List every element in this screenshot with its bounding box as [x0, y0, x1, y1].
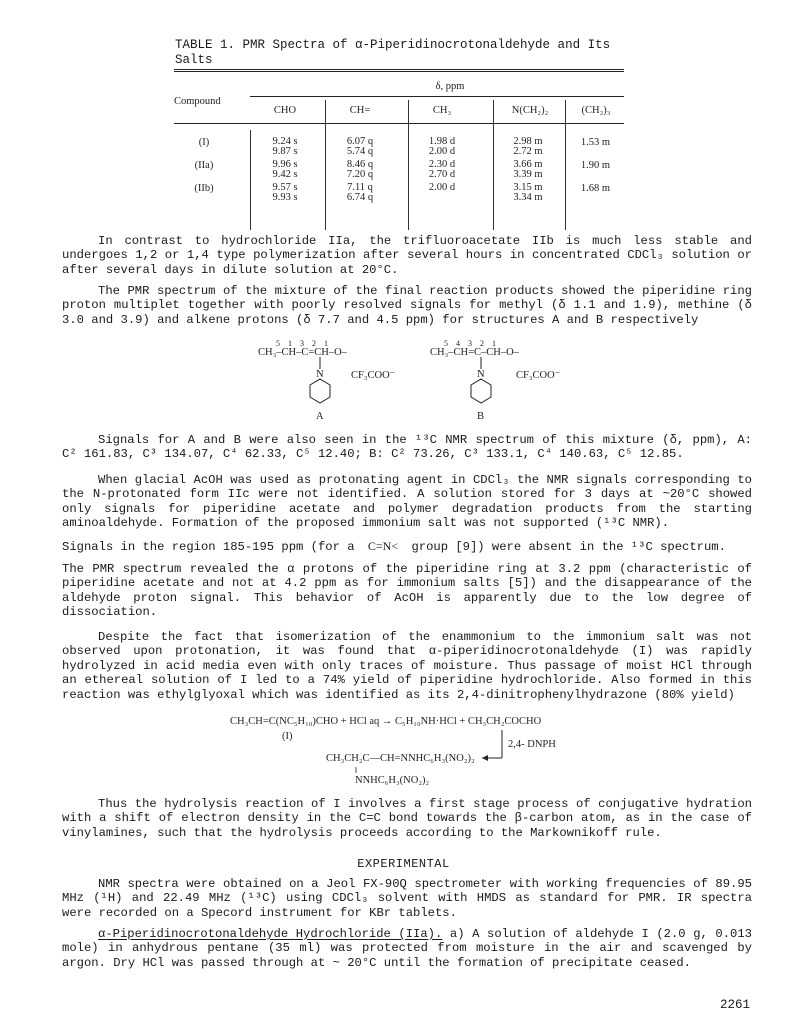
- row2-ch3-b: 2.70 d: [428, 169, 456, 180]
- row1-cho-a: 9.24 s: [272, 136, 298, 147]
- structure-b-label: B: [477, 411, 485, 422]
- row2-cho-b: 9.42 s: [272, 169, 298, 180]
- table-caption: [175, 38, 635, 68]
- row1-ch3-b: 2.00 d: [428, 146, 456, 157]
- paragraph-1: [62, 234, 752, 277]
- structure-b-anion: CF₃COO⁻: [516, 370, 561, 381]
- scheme-line-1: CH₃CH=C(NC₅H₁₀)CHO + HCl aq → C₅H₁₀NH·HCl + CH₃CH₂COCHO: [230, 716, 542, 727]
- paragraph-4-text-a: When glacial AcOH was used as protonating agent in CDCl₃ the NMR signals corresponding to the N-protonated form IIc were not identified. A solution stored for 3 days at ~20°C showed only signals for piperidine acetate and polymer degradation products from the starting aminoaldehyde. Formation of the proposed immonium salt was not supported (¹³C NMR).: [62, 473, 752, 531]
- vrule-3: [493, 100, 494, 230]
- vrule-0: [250, 130, 251, 230]
- row3-ch-b: 6.74 q: [346, 192, 374, 203]
- row1-ch-a: 6.07 q: [346, 136, 374, 147]
- row3-nch2-a: 3.15 m: [513, 182, 543, 193]
- row1-nch2-b: 2.72 m: [513, 146, 543, 157]
- paragraph-2-text: The PMR spectrum of the mixture of the final reaction products showed the piperidine ring proton multiplet together with poorly resolved signals for methyl (δ 1.1 and 1.9), methine (δ 3.0 and 3.9) and alkene protons (δ 7.7 and 4.5 ppm) for structures A and B respectively: [62, 284, 752, 327]
- row2-ch-b: 7.20 q: [346, 169, 374, 180]
- vrule-1: [325, 100, 326, 230]
- paragraph-5-text: Despite the fact that isomerization of the enammonium to the immonium salt was not observed upon protonation, it was found that α-piperidinocrotonaldehyde (I) was rapidly hydrolyzed in acid media even with only traces of moisture. Thus passage of moist HCl through an ethereal solution of I led to a 74% yield of piperidine hydrochloride. Also formed in this reaction was ethylglyoxal which was identified as its 2,4-dinitrophenylhydrazone (80% yield): [62, 630, 752, 702]
- section-heading-experimental: EXPERIMENTAL: [357, 857, 450, 871]
- paragraph-7: [62, 877, 752, 920]
- delta-header: δ, ppm: [435, 81, 465, 92]
- paragraph-2: [62, 284, 752, 327]
- row3-cho-a: 9.57 s: [272, 182, 298, 193]
- row1-cho-b: 9.87 s: [272, 146, 298, 157]
- col-ch3: CH₃: [432, 105, 452, 116]
- paragraph-8: [62, 927, 752, 970]
- row2-ch-a: 8.46 q: [346, 159, 374, 170]
- scheme-reagent: 2,4- DNPH: [508, 739, 556, 750]
- table-top-rule-2: [174, 71, 624, 72]
- scheme-arrow: [480, 728, 510, 764]
- col-ch2: (CH₂)₃: [581, 105, 611, 116]
- row2-ch3-a: 2.30 d: [428, 159, 456, 170]
- scheme-label-i: (I): [282, 731, 293, 742]
- paragraph-1-text: In contrast to hydrochloride IIa, the trifluoroacetate IIb is much less stable and undergoes 1,2 or 1,4 type polymerization after several hours in concentrated CDCl₃ solution or after several days in dilute solution at 20°C.: [62, 234, 752, 277]
- structure-a-n: N: [316, 369, 324, 380]
- structure-b-formula: CH₃–CH=C–CH–O–: [430, 347, 519, 358]
- structure-a-anion: CF₃COO⁻: [351, 370, 396, 381]
- structure-a-ring: [306, 357, 336, 407]
- row2-nch2-a: 3.66 m: [513, 159, 543, 170]
- structure-a-formula: CH₃–CH–C=CH–O–: [258, 347, 347, 358]
- row3-ch-a: 7.11 q: [347, 182, 373, 193]
- row1-ch-b: 5.74 q: [346, 146, 374, 157]
- col-ch: CH=: [349, 105, 371, 116]
- paragraph-3: [62, 433, 752, 462]
- paragraph-4-group-line: [62, 538, 752, 555]
- delta-rule: [250, 96, 624, 97]
- col-nch2: N(CH₂)₂: [511, 105, 549, 116]
- row3-ch3-a: 2.00 d: [428, 182, 456, 193]
- row1-nch2-a: 2.98 m: [513, 136, 543, 147]
- structure-b-ring: [467, 357, 497, 407]
- scheme-double-bond: ‖: [355, 766, 358, 775]
- row3-nch2-b: 3.34 m: [513, 192, 543, 203]
- page-number: 2261: [720, 998, 751, 1012]
- scheme-line-2: CH₃CH₂C—CH=NNHC₆H₃(NO₂)₂: [326, 753, 475, 764]
- row2-compound: (IIa): [194, 160, 214, 171]
- paragraph-4-group-formula: C=N<: [367, 539, 399, 553]
- paragraph-4-text-c: The PMR spectrum revealed the α protons of the piperidine ring at 3.2 ppm (characteristic of piperidine acetate and not at 4.2 ppm as for immonium salts [5]) and the disappearance of the aldehyde proton signal. This behavior of AcOH is apparently due to the low degree of dissociation.: [62, 562, 752, 620]
- paragraph-4-text-b-end: group [9]) were absent in the ¹³C spectrum.: [411, 540, 726, 554]
- table-caption-line2: Salts: [175, 53, 213, 67]
- paragraph-6: [62, 797, 752, 840]
- row2-nch2-b: 3.39 m: [513, 169, 543, 180]
- row1-ch3-a: 1.98 d: [428, 136, 456, 147]
- row3-compound: (IIb): [194, 183, 214, 194]
- vrule-4: [565, 100, 566, 230]
- row3-ch2: 1.68 m: [580, 183, 611, 194]
- paragraph-6-text: Thus the hydrolysis reaction of I involves a first stage process of conjugative hydration with a shift of electron density in the C=C bond towards the β-carbon atom, as in the case of vinylamines, such that the hydrolysis proceeds according to the Markownikoff rule.: [62, 797, 752, 840]
- compound-header: Compound: [174, 96, 221, 107]
- row2-cho-a: 9.96 s: [272, 159, 298, 170]
- paragraph-7-text: NMR spectra were obtained on a Jeol FX-90Q spectrometer with working frequencies of 89.95 MHz (¹H) and 22.49 MHz (¹³C) using CDCl₃ solvent with HMDS as standard for PMR. IR spectra were recorded on a Specord instrument for KBr tablets.: [62, 877, 752, 920]
- paragraph-5: [62, 630, 752, 702]
- paragraph-4c: [62, 562, 752, 620]
- col-cho: CHO: [273, 105, 297, 116]
- row2-ch2: 1.90 m: [580, 160, 611, 171]
- paragraph-8-text: a) A solution of aldehyde I (2.0 g, 0.013 mole) in anhydrous pentane (35 ml) was protected from moisture in the air and scavenged by argon. Dry HCl was passed through at ~ 20°C until the formation of precipitate ceased.: [62, 927, 752, 970]
- row1-ch2: 1.53 m: [580, 137, 611, 148]
- paragraph-8-title: α-Piperidinocrotonaldehyde Hydrochloride (IIa).: [98, 927, 443, 941]
- structure-a-numbers: 5 1 3 2 1: [276, 339, 331, 348]
- vrule-2: [408, 100, 409, 230]
- paragraph-3-text: Signals for A and B were also seen in the ¹³C NMR spectrum of this mixture (δ, ppm), A: C² 161.83, C³ 134.07, C⁴ 62.33, C⁵ 12.40; B: C² 73.26, C³ 133.1, C⁴ 140.63, C⁵ 12.85.: [62, 433, 752, 462]
- structure-a-label: A: [316, 411, 324, 422]
- table-top-rule: [174, 69, 624, 70]
- header-bottom-rule: [174, 123, 624, 124]
- structure-b-numbers: 5 4 3 2 1: [444, 339, 499, 348]
- row1-compound: (I): [198, 137, 210, 148]
- row3-cho-b: 9.93 s: [272, 192, 298, 203]
- table-caption-line1: TABLE 1. PMR Spectra of α-Piperidinocrotonaldehyde and Its: [175, 38, 611, 52]
- scheme-line-3: NNHC₆H₃(NO₂)₂: [355, 775, 430, 786]
- paragraph-4: [62, 473, 752, 531]
- structure-b-n: N: [477, 369, 485, 380]
- paragraph-4-text-b-start: Signals in the region 185-195 ppm (for a: [62, 540, 355, 554]
